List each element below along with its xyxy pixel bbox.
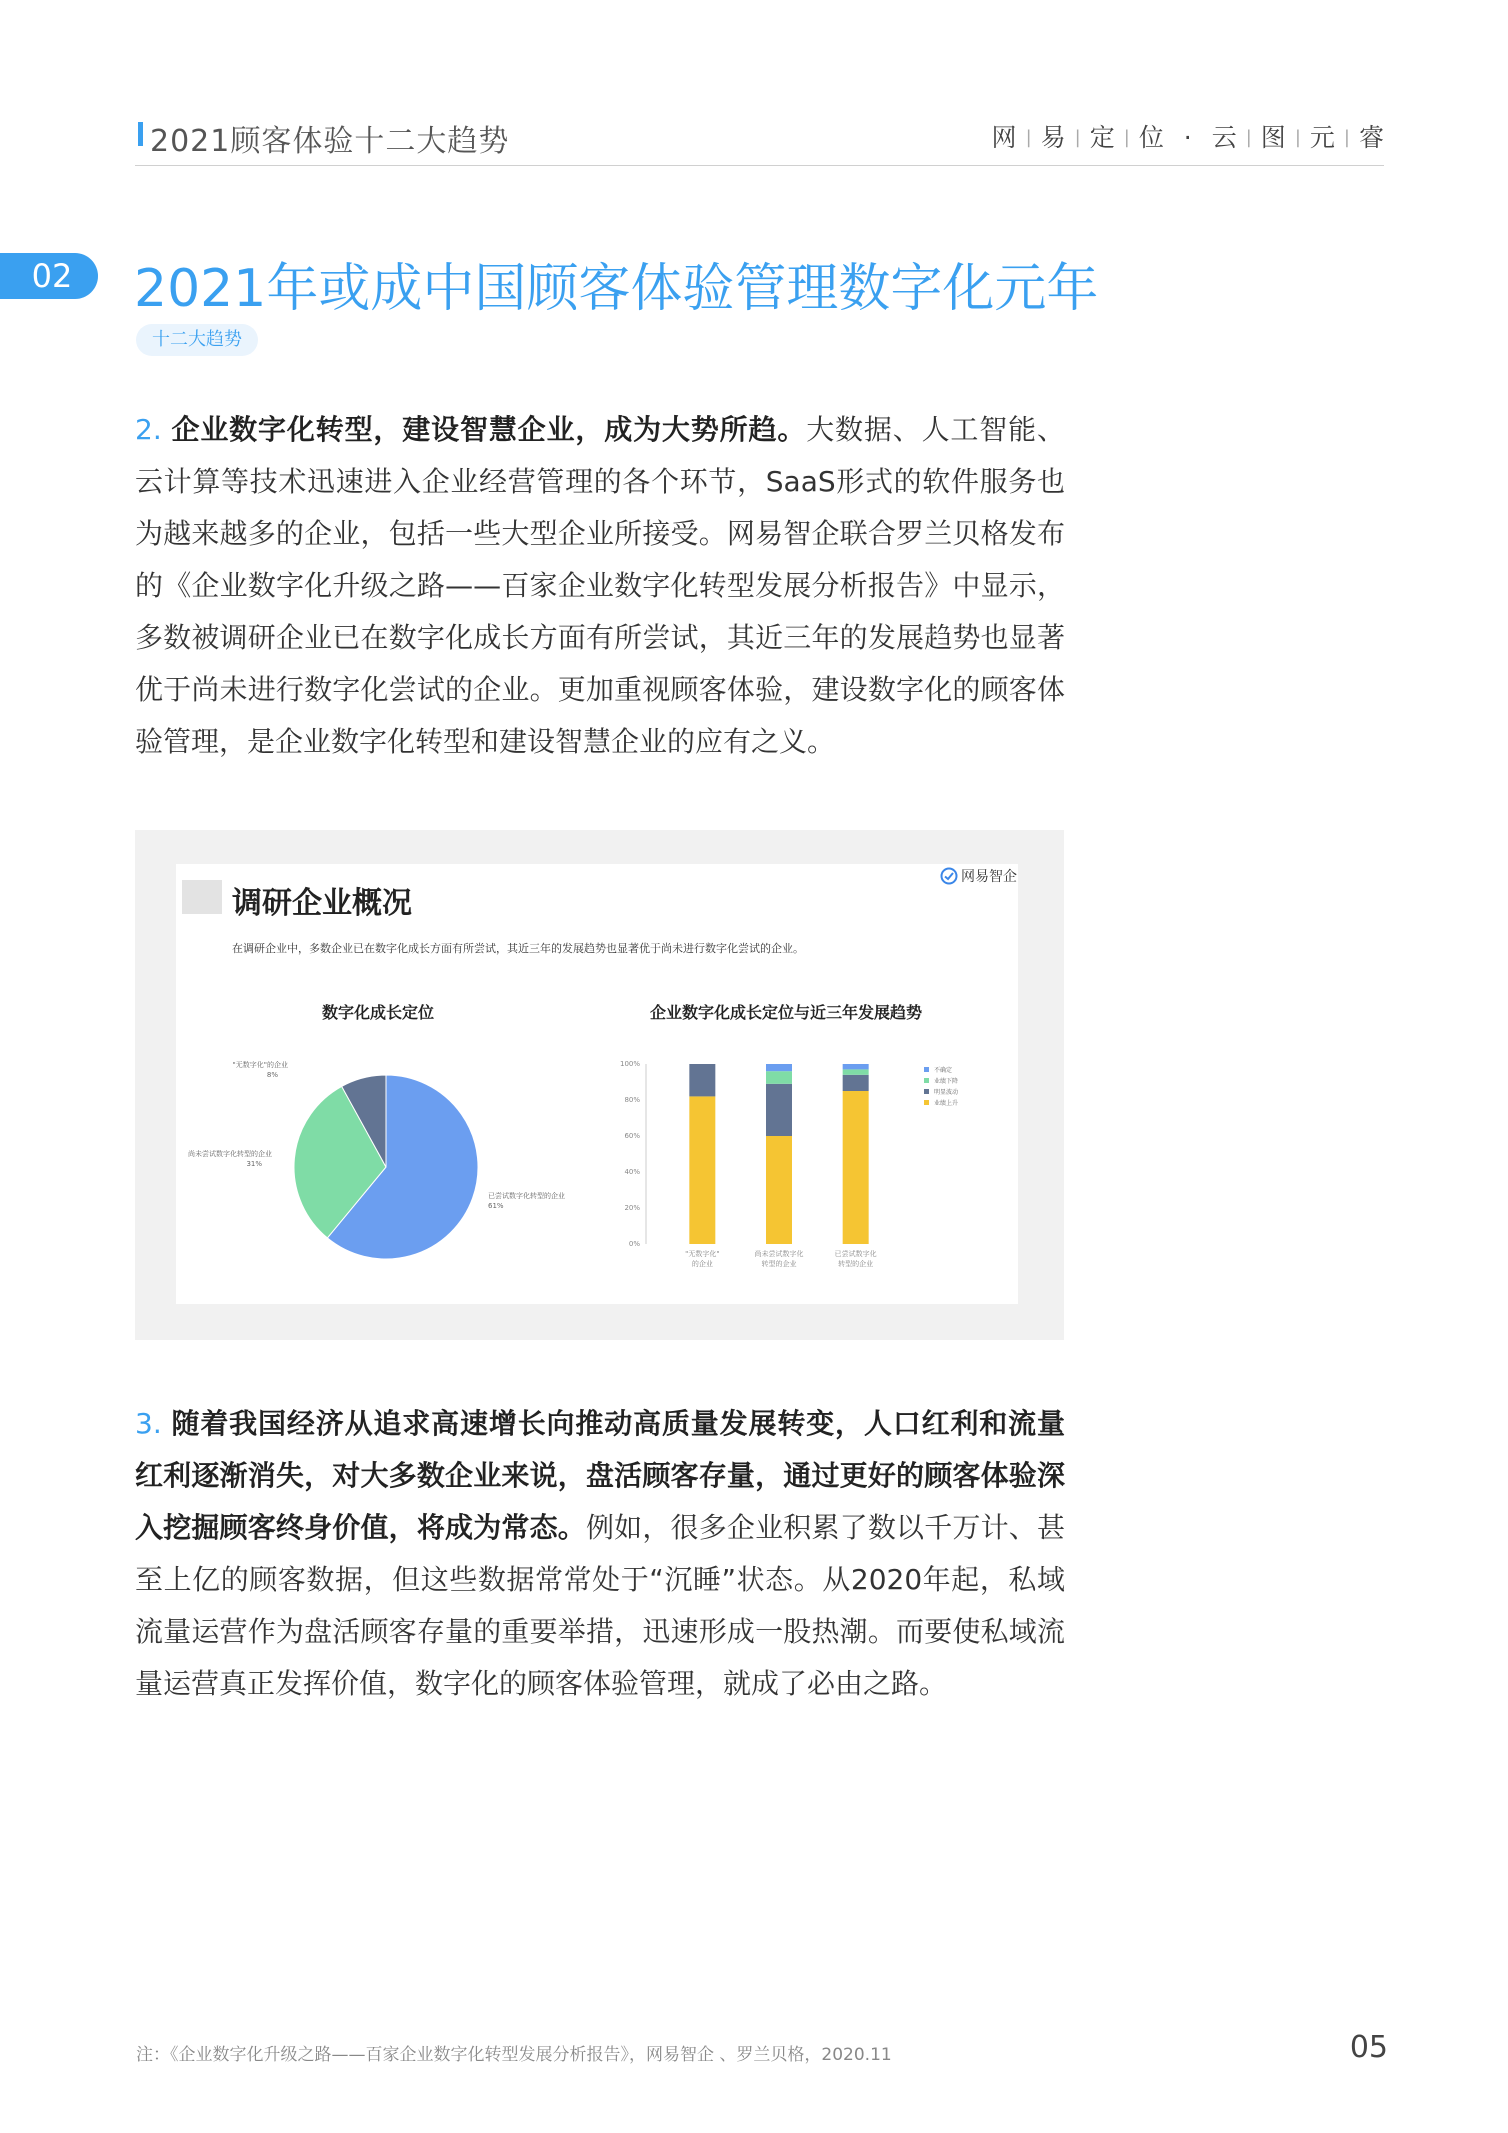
page-number: 05 bbox=[1349, 2030, 1388, 2065]
header-accent-bar bbox=[138, 122, 143, 146]
pie-chart bbox=[176, 1040, 596, 1290]
paragraph-customer-stock bbox=[135, 1398, 1065, 1710]
y-tick-label: 20% bbox=[624, 1204, 640, 1212]
bar-segment bbox=[843, 1091, 869, 1244]
y-tick-label: 100% bbox=[619, 1060, 640, 1068]
x-category-label: 转型的企业 bbox=[838, 1260, 874, 1268]
bar-segment bbox=[766, 1064, 792, 1071]
brand-char: 睿 bbox=[1358, 123, 1384, 152]
legend-label: 明显波动 bbox=[934, 1089, 959, 1096]
x-category-label: 尚未尝试数字化 bbox=[754, 1250, 804, 1258]
paragraph-number: 3. bbox=[135, 1407, 162, 1440]
bar-segment bbox=[843, 1069, 869, 1074]
brand-char: 定 bbox=[1089, 123, 1115, 152]
pie-pct-label: 61% bbox=[488, 1202, 504, 1210]
brand-char: 易 bbox=[1040, 123, 1066, 152]
brand-char: 元 bbox=[1309, 123, 1335, 152]
paragraph-body: 大数据、人工智能、云计算等技术迅速进入企业经营管理的各个环节，SaaS形式的软件服务也为越来越多的企业，包括一些大型企业所接受。网易智企联合罗兰贝格发布的《企业数字化升级之路——百家企业数字化转型发展分析报告》中显示，多数被调研企业已在数字化成长方面有所尝试，其近三年的发展趋势也显著优于尚未进行数字化尝试的企业。更加重视顾客体验，建设数字化的顾客体验管理，是企业数字化转型和建设智慧企业的应有之义。 bbox=[135, 413, 1065, 758]
paragraph-digital-transformation bbox=[135, 404, 1065, 768]
brand-separator: | bbox=[1074, 127, 1081, 148]
header-divider bbox=[135, 165, 1384, 166]
bar-chart-title: 企业数字化成长定位与近三年发展趋势 bbox=[650, 1003, 923, 1022]
header-title: 2021顾客体验十二大趋势 bbox=[150, 124, 510, 159]
y-tick-label: 0% bbox=[628, 1240, 640, 1248]
x-category-label: 转型的企业 bbox=[761, 1260, 797, 1268]
brand-char: 云 bbox=[1211, 123, 1237, 152]
bar-segment bbox=[766, 1071, 792, 1084]
x-category-label: 的企业 bbox=[691, 1260, 713, 1268]
pie-pct-label: 31% bbox=[246, 1160, 262, 1168]
netease-logo-icon bbox=[940, 867, 958, 885]
bar-segment bbox=[766, 1136, 792, 1244]
paragraph-lead: 企业数字化转型，建设智慧企业，成为大势所趋。 bbox=[171, 413, 807, 446]
y-tick-label: 40% bbox=[624, 1168, 640, 1176]
pie-label: 尚未尝试数字化转型的企业 bbox=[188, 1150, 272, 1158]
legend-label: 不确定 bbox=[934, 1067, 953, 1074]
legend-swatch bbox=[924, 1089, 929, 1094]
brand-char: · bbox=[1183, 123, 1192, 152]
x-category-label: "无数字化" bbox=[685, 1250, 720, 1258]
brand-char: 图 bbox=[1260, 123, 1286, 152]
figure-logo bbox=[940, 866, 1017, 886]
legend-label: 业绩上升 bbox=[934, 1100, 959, 1107]
bar-segment bbox=[843, 1064, 869, 1069]
footnote: 注：《企业数字化升级之路——百家企业数字化转型发展分析报告》，网易智企 、罗兰贝格，2020.11 bbox=[136, 2045, 892, 2065]
legend-label: 业绩下降 bbox=[934, 1078, 959, 1085]
brand-separator: | bbox=[1343, 127, 1350, 148]
section-number-badge: 02 bbox=[0, 253, 98, 299]
pie-label: "无数字化"的企业 bbox=[232, 1061, 288, 1069]
pie-pct-label: 8% bbox=[266, 1071, 278, 1079]
figure-title: 调研企业概况 bbox=[232, 886, 412, 921]
x-category-label: 已尝试数字化 bbox=[834, 1250, 877, 1258]
bar-segment bbox=[689, 1096, 715, 1244]
brand-char: 位 bbox=[1138, 123, 1164, 152]
bar-segment bbox=[843, 1075, 869, 1091]
stacked-bar-chart bbox=[610, 1040, 1018, 1290]
bar-segment bbox=[689, 1064, 715, 1096]
bar-segment bbox=[766, 1084, 792, 1136]
paragraph-body: 例如，很多企业积累了数以千万计、甚至上亿的顾客数据，但这些数据常常处于“沉睡”状态。从2020年起，私域流量运营作为盘活顾客存量的重要举措，迅速形成一股热潮。而要使私域流量运营真正发挥价值，数字化的顾客体验管理，就成了必由之路。 bbox=[135, 1511, 1065, 1700]
legend-swatch bbox=[924, 1078, 929, 1083]
figure-logo-text: 网易智企 bbox=[961, 869, 1017, 885]
paragraph-lead: 随着我国经济从追求高速增长向推动高质量发展转变，人口红利和流量红利逐渐消失，对大多数企业来说，盘活顾客存量，通过更好的顾客体验深入挖掘顾客终身价值，将成为常态。 bbox=[135, 1407, 1065, 1544]
y-tick-label: 60% bbox=[624, 1132, 640, 1140]
pie-chart-title: 数字化成长定位 bbox=[322, 1003, 435, 1022]
legend-swatch bbox=[924, 1067, 929, 1072]
brand-separator: | bbox=[1294, 127, 1301, 148]
brand-char: 网 bbox=[991, 123, 1017, 152]
brand-separator: | bbox=[1123, 127, 1130, 148]
header-brand bbox=[992, 118, 1384, 154]
section-title: 2021年或成中国顾客体验管理数字化元年 bbox=[134, 259, 1099, 319]
figure-title-marker bbox=[182, 880, 222, 914]
pie-label: 已尝试数字化转型的企业 bbox=[488, 1192, 565, 1200]
y-tick-label: 80% bbox=[624, 1096, 640, 1104]
paragraph-number: 2. bbox=[135, 413, 162, 446]
brand-separator: | bbox=[1245, 127, 1252, 148]
figure-description: 在调研企业中，多数企业已在数字化成长方面有所尝试，其近三年的发展趋势也显著优于尚未进行数字化尝试的企业。 bbox=[232, 942, 804, 955]
brand-separator: | bbox=[1025, 127, 1032, 148]
legend-swatch bbox=[924, 1100, 929, 1105]
section-tag: 十二大趋势 bbox=[136, 324, 258, 356]
